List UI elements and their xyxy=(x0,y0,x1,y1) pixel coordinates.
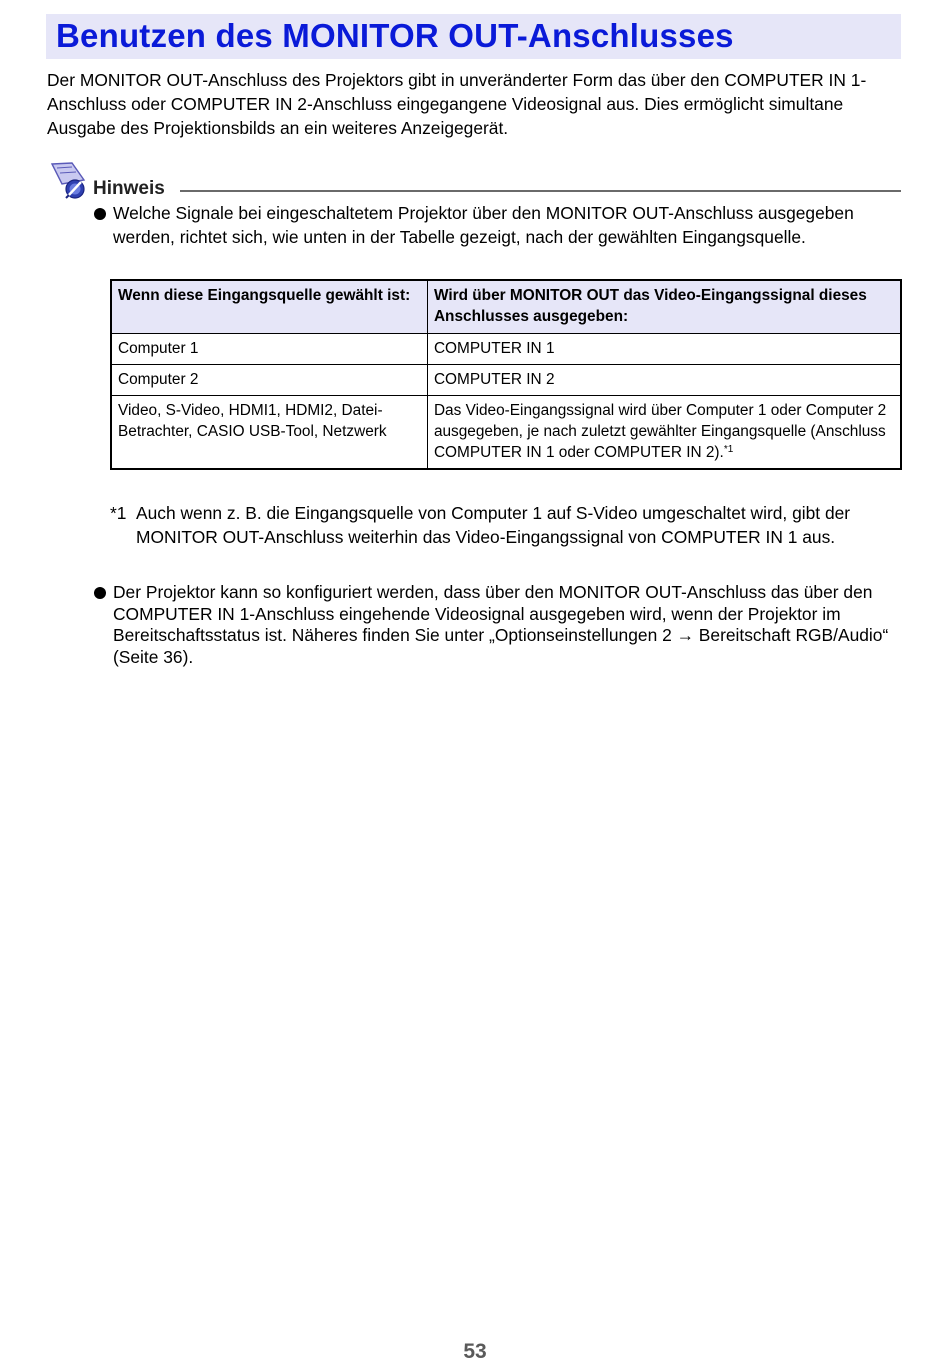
intro-paragraph: Der MONITOR OUT-Anschluss des Projektors gibt in unveränderter Form das über den COMPUTER IN 1-Anschluss oder COMPUTER IN 2-Anschluss eingegangene Videosignal aus. Dies ermöglicht simultane Ausgabe des Projektionsbilds an ein weiteres Anzeigegerät. xyxy=(47,70,867,138)
hint-bullet-2: Der Projektor kann so konfiguriert werden, dass über den MONITOR OUT-Anschluss das über den COMPUTER IN 1-Anschluss eingehende Videosignal ausgegeben wird, wenn der Projektor im Bereitschaftsstatus ist. Näheres finden Sie unter „Optionseinstellungen 2 → Bereitschaft RGB/Audio“ (Seite 36). xyxy=(113,582,889,667)
table-row xyxy=(111,365,901,396)
table-cell-output: COMPUTER IN 2 xyxy=(427,365,901,396)
table-cell-source: Video, S-Video, HDMI1, HDMI2, Datei-Betrachter, CASIO USB-Tool, Netzwerk xyxy=(111,396,427,470)
page-title-bar xyxy=(46,14,901,59)
table-cell-output: COMPUTER IN 1 xyxy=(427,334,901,365)
footnote-reference: *1 xyxy=(723,444,734,455)
footnote-mark: *1 xyxy=(110,503,127,523)
page-number: 53 xyxy=(463,1340,487,1363)
table-header-source: Wenn diese Eingangsquelle gewählt ist: xyxy=(111,280,427,334)
note-pencil-icon xyxy=(48,160,90,202)
table-cell-source: Computer 1 xyxy=(111,334,427,365)
table-header-row xyxy=(111,280,901,334)
table-cell-source: Computer 2 xyxy=(111,365,427,396)
hint-bullet-1: Welche Signale bei eingeschaltetem Projektor über den MONITOR OUT-Anschluss ausgegeben werden, richtet sich, wie unten in der Tabelle gezeigt, nach der gewählten Eingangsquelle. xyxy=(113,203,854,247)
table-row xyxy=(111,334,901,365)
table-cell-output xyxy=(427,396,901,470)
bullet-icon xyxy=(94,587,106,599)
table-cell-output-text: Das Video-Eingangssignal wird über Computer 1 oder Computer 2 ausgegeben, je nach zuletzt gewählter Eingangsquelle (Anschluss COMPUTER IN 1 oder COMPUTER IN 2). xyxy=(433,402,887,461)
signal-table xyxy=(110,279,902,470)
page-title: Benutzen des MONITOR OUT-Anschlusses xyxy=(56,17,734,54)
hint-divider xyxy=(180,190,901,192)
bullet-icon xyxy=(94,208,106,220)
table-header-output: Wird über MONITOR OUT das Video-Eingangssignal dieses Anschlusses ausgegeben: xyxy=(427,280,901,334)
table-row xyxy=(111,396,901,470)
footnote-text: Auch wenn z. B. die Eingangsquelle von Computer 1 auf S-Video umgeschaltet wird, gibt der MONITOR OUT-Anschluss weiterhin das Video-Eingangssignal von COMPUTER IN 1 aus. xyxy=(136,503,851,547)
hint-label: Hinweis xyxy=(93,178,165,199)
